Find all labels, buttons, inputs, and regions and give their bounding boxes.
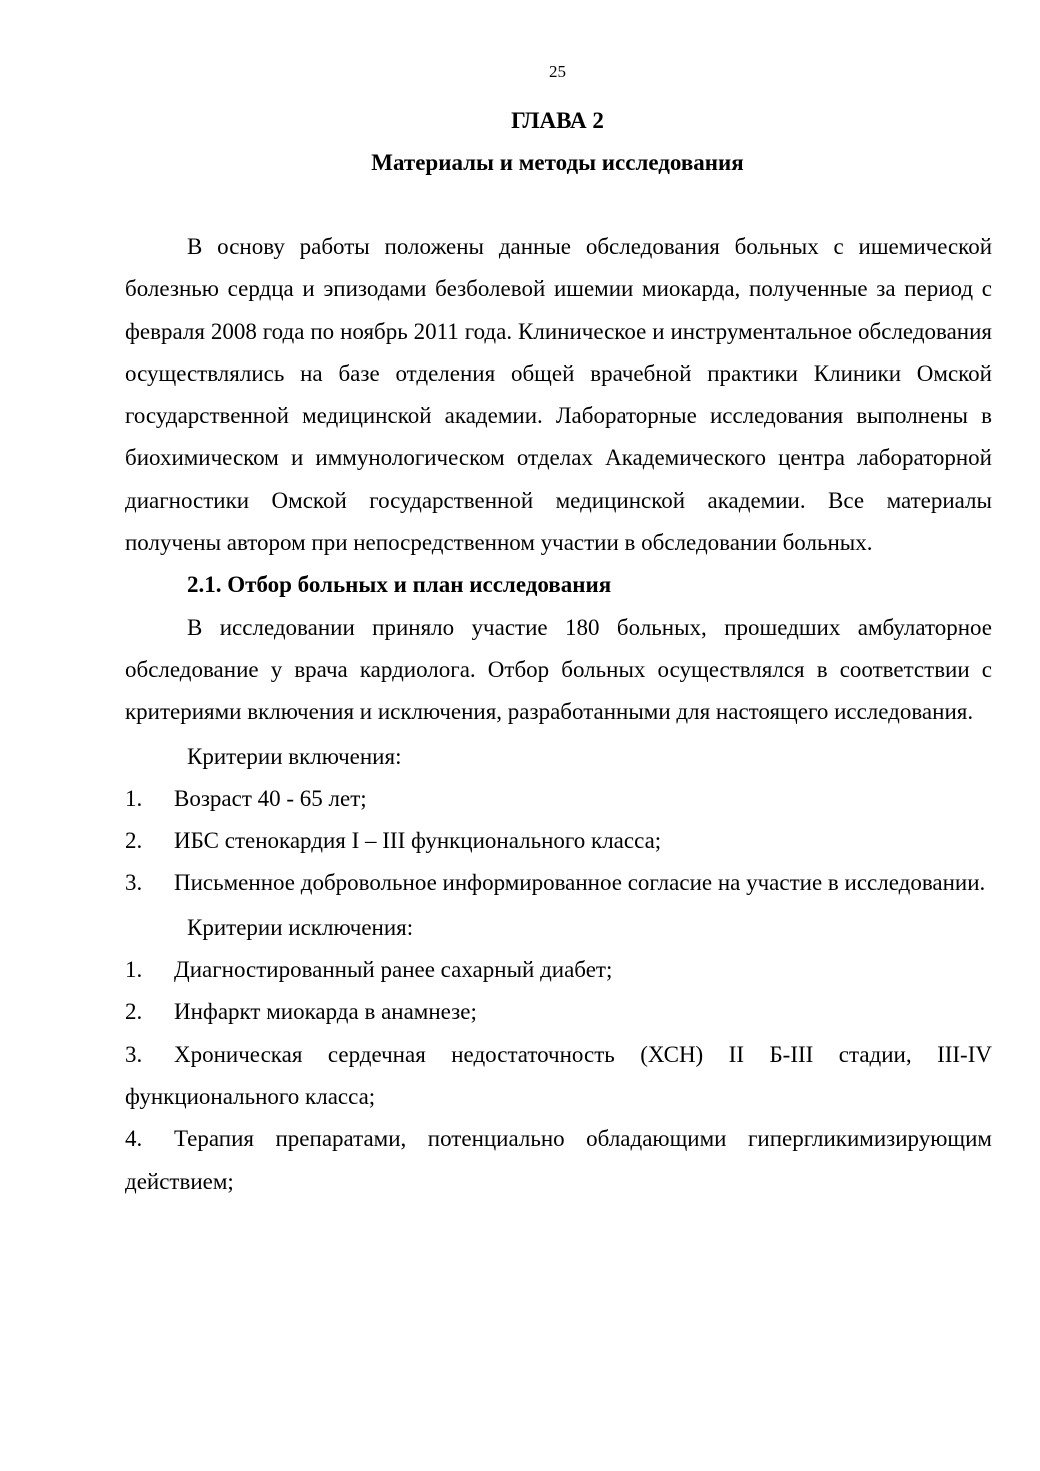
inclusion-criteria-heading: Критерии включения: [187, 743, 402, 769]
list-text: Хроническая сердечная недостаточность (ХСН) II Б-III стадии, III-IV функционального класса; [125, 1041, 992, 1109]
intro-paragraph: В основу работы положены данные обследования больных с ишемической болезнью сердца и эпизодами безболевой ишемии миокарда, полученные за период с февраля 2008 года по ноябрь 2011 года. Клиническое и инструментальное обследования осуществлялись на базе отделения общей врачебной практики Клиники Омской государственной медицинской академии. Лабораторные исследования выполнены в биохимическом и иммунологическом отделах Академического центра лабораторной диагностики Омской государственной медицинской академии. Все материалы получены автором при непосредственном участии в обследовании больных. [125, 234, 992, 556]
body-text [125, 226, 992, 1203]
chapter-title: ГЛАВА 2 [511, 108, 604, 133]
exclusion-item [125, 1034, 992, 1119]
exclusion-item [125, 1118, 992, 1203]
section-heading: 2.1. Отбор больных и план исследования [187, 572, 612, 598]
exclusion-item [125, 949, 992, 991]
list-number: 1. [125, 957, 143, 983]
chapter-subtitle: Материалы и методы исследования [371, 150, 744, 175]
page-number: 25 [549, 62, 566, 81]
list-number: 1. [125, 785, 143, 811]
list-text: Возраст 40 - 65 лет; [174, 785, 367, 811]
list-number: 2. [125, 828, 143, 854]
list-number: 3. [125, 1041, 143, 1067]
list-text: Терапия препаратами, потенциально обладающими гипергликимизирующим действием; [125, 1126, 992, 1194]
list-number: 3. [125, 870, 143, 896]
list-number: 2. [125, 999, 143, 1025]
inclusion-item [125, 778, 992, 820]
list-text: Диагностированный ранее сахарный диабет; [174, 957, 613, 983]
list-number: 4. [125, 1126, 143, 1152]
inclusion-item [125, 862, 992, 904]
list-text: Инфаркт миокарда в анамнезе; [174, 999, 477, 1025]
section-paragraph: В исследовании приняло участие 180 больных, прошедших амбулаторное обследование у врача кардиолога. Отбор больных осуществлялся в соответствии с критериями включения и исключения, разработанными для настоящего исследования. [125, 614, 992, 725]
exclusion-criteria-heading: Критерии исключения: [187, 914, 414, 940]
exclusion-item [125, 991, 992, 1033]
list-text: ИБС стенокардия I – III функционального класса; [174, 828, 662, 854]
inclusion-item [125, 820, 992, 862]
list-text: Письменное добровольное информированное согласие на участие в исследовании. [174, 870, 986, 896]
